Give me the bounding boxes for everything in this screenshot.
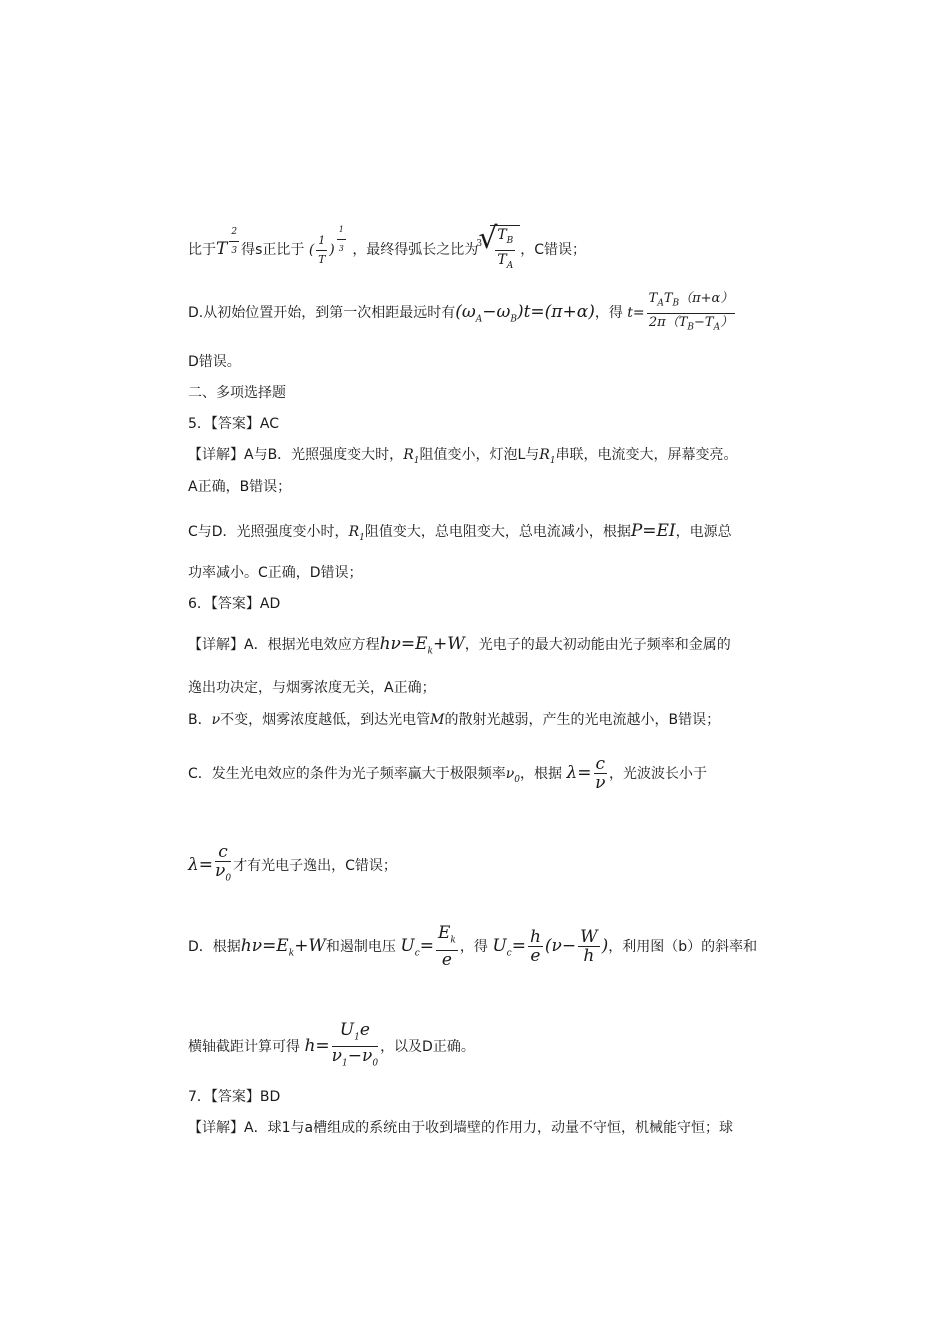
math-nu0: $\nu_0$ <box>505 766 521 785</box>
text-segment: 和遏制电压 <box>325 939 396 955</box>
math-threshold-wavelength: λ= $\frac{c}{\nu_0}$ <box>188 842 232 884</box>
math-inverse-T-power: ( $\frac{1}{T}$ ) $^{\frac{1}{3}}$ <box>309 242 348 258</box>
text-segment: C与D．光照强度变小时， <box>188 524 349 540</box>
section-heading: 二、多项选择题 <box>188 385 286 401</box>
q6-detail-4 <box>188 748 788 798</box>
q6-detail-2: 逸出功决定，与烟雾浓度无关，A正确； <box>188 680 436 696</box>
text-segment: ，电源总 <box>675 524 732 540</box>
q6-answer: 6．【答案】AD <box>188 596 281 612</box>
text-segment: 【详解】A与B．光照强度变大时， <box>188 447 404 463</box>
q6-detail-3 <box>188 710 788 730</box>
math-M: M <box>430 712 445 728</box>
text-segment: ，根据 <box>520 766 563 782</box>
math-cube-root: √ 3 $\frac{T_B}{T_A}$ <box>490 225 520 275</box>
q5-detail-3 <box>188 519 788 543</box>
q5-detail-2: A正确，B错误； <box>188 479 292 495</box>
text-line-3: D错误。 <box>188 354 241 370</box>
math-stopping-voltage-expanded: $U_c=$ $\frac{h}{e}$ (ν− $\frac{W}{h}$ ) <box>492 927 609 966</box>
math-power-formula: P=EI <box>630 521 676 541</box>
text-segment: 【详解】A．根据光电效应方程 <box>188 637 380 653</box>
q7-detail-1: 【详解】A．球1与a槽组成的系统由于收到墙壁的作用力，动量不守恒，机械能守恒；球 <box>188 1120 734 1136</box>
text-segment: 才有光电子逸出，C错误； <box>233 858 397 874</box>
text-segment: ，光波波长小于 <box>609 766 708 782</box>
math-planck-constant: h= $\frac{U_1e}{\nu_1-\nu_0}$ <box>304 1019 379 1069</box>
math-t-result: t= $T_AT_B(\pi+\alpha)$ $2\pi(T_B-T_A)$ <box>627 291 734 333</box>
math-nu: ν <box>211 712 221 728</box>
q5-detail-1 <box>188 445 788 471</box>
text-segment: ，利用图（b）的斜率和 <box>608 939 758 955</box>
math-R1: $R_1$ <box>348 524 365 543</box>
text-segment: 得s正比于 <box>241 242 305 258</box>
text-segment: ，得 <box>459 939 488 955</box>
text-segment: D.从初始位置开始，到第一次相距最远时有 <box>188 305 456 322</box>
q6-detail-1 <box>188 630 788 658</box>
math-photoelectric-equation: $h\nu=E_k+W$ <box>379 634 465 657</box>
text-line-2 <box>188 290 788 334</box>
q5-answer: 5．【答案】AC <box>188 416 280 432</box>
math-R1: $R_1$ <box>539 447 556 466</box>
math-photoelectric-equation: $h\nu=E_k+W$ <box>240 936 326 959</box>
text-segment: 阻值变小，灯泡L与 <box>419 447 540 463</box>
math-angular-equation: $(\omega_A-\omega_B)t=(\pi+\alpha)$ <box>455 302 595 325</box>
math-wavelength-formula: λ= $\frac{c}{\nu}$ <box>566 754 606 793</box>
text-segment: 的散射光越弱，产生的光电流越小，B错误； <box>444 712 721 728</box>
text-segment: 不变，烟雾浓度越低，到达光电管 <box>220 712 431 728</box>
text-segment: ，得 <box>594 305 623 322</box>
math-T-power: T $^{\frac{2}{3}}$ <box>216 239 241 259</box>
text-segment: ，最终得弧长之比为 <box>352 242 479 258</box>
text-segment: 阻值变大，总电阻变大，总电流减小，根据 <box>364 524 631 540</box>
text-segment: ，C错误； <box>520 242 587 258</box>
text-segment: ，以及D正确。 <box>380 1039 475 1055</box>
text-segment: ，光电子的最大初动能由光子频率和金属的 <box>464 637 731 653</box>
q6-detail-7 <box>188 1018 788 1074</box>
text-segment: B． <box>188 712 212 728</box>
text-segment: 串联，电流变大，屏幕变亮。 <box>555 447 738 463</box>
text-line-1 <box>188 218 788 271</box>
text-segment: C．发生光电效应的条件为光子频率赢大于极限频率 <box>188 766 506 782</box>
text-segment: 比于 <box>188 242 216 258</box>
q6-detail-6 <box>188 918 788 974</box>
text-segment: 横轴截距计算可得 <box>188 1039 300 1055</box>
q7-answer: 7．【答案】BD <box>188 1089 281 1105</box>
text-segment: D．根据 <box>188 939 241 955</box>
q6-detail-5 <box>188 840 788 890</box>
q5-detail-4: 功率减小。C正确，D错误； <box>188 565 363 581</box>
math-stopping-voltage: $U_c=$ $\frac{E_k}{e}$ <box>400 923 456 970</box>
math-R1: $R_1$ <box>403 447 420 466</box>
